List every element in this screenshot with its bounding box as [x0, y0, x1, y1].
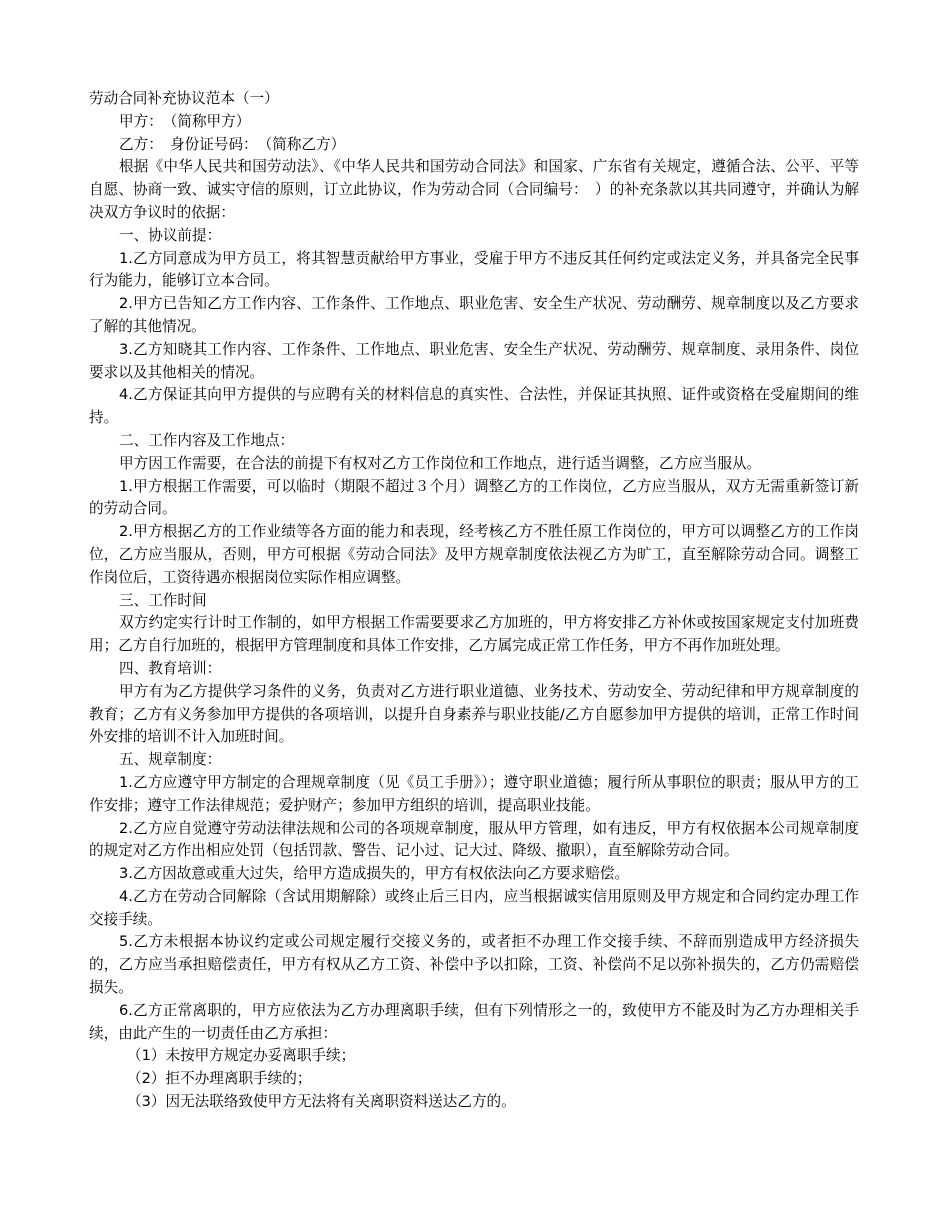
party-a-line: 甲方： （简称甲方） [119, 112, 251, 130]
clause-paragraph: 1.乙方应遵守甲方制定的合理规章制度（见《员工手册》）；遵守职业道德；履行所从事职位的职责；服从甲方的工作安排；遵守工作法律规范；爱护财产；参加甲方组织的培训，提高职业技能。 [89, 773, 859, 814]
document-body [89, 88, 859, 1114]
sub-item: （1）未按甲方规定办妥离职手续； [127, 1047, 356, 1065]
clause-paragraph: 4.乙方在劳动合同解除（含试用期解除）或终止后三日内，应当根据诚实信用原则及甲方规定和合同约定办理工作交接手续。 [89, 887, 859, 928]
sub-item: （2）拒不办理离职手续的； [127, 1070, 312, 1088]
section-body-paragraph: 双方约定实行计时工作制的，如甲方根据工作需要要求乙方加班的，甲方将安排乙方补休或按国家规定支付加班费用；乙方自行加班的，根据甲方管理制度和具体工作安排，乙方属完成正常工作任务，甲方不再作加班处理。 [89, 614, 859, 655]
preamble-paragraph: 根据《中华人民共和国劳动法》、《中华人民共和国劳动合同法》和国家、广东省有关规定，遵循合法、公平、平等自愿、协商一致、诚实守信的原则，订立此协议，作为劳动合同（合同编号： ）的补充条款以其共同遵守，并确认为解决双方争议时的依据： [89, 158, 859, 221]
party-b-line: 乙方： 身份证号码： （简称乙方） [119, 135, 346, 153]
clause-paragraph: 2.甲方根据乙方的工作业绩等各方面的能力和表现，经考核乙方不胜任原工作岗位的，甲方可以调整乙方的工作岗位，乙方应当服从，否则，甲方可根据《劳动合同法》及甲方规章制度依法视乙方为旷工，直至解除劳动合同。调整工作岗位后，工资待遇亦根据岗位实际作相应调整。 [89, 523, 859, 586]
sub-item: （3）因无法联络致使甲方无法将有关离职资料送达乙方的。 [127, 1093, 516, 1111]
document-title: 劳动合同补充协议范本（一） [89, 90, 279, 107]
clause-paragraph: 6.乙方正常离职的，甲方应依法为乙方办理离职手续，但有下列情形之一的，致使甲方不能及时为乙方办理相关手续，由此产生的一切责任由乙方承担： [89, 1001, 859, 1042]
clause-paragraph: 3.乙方知晓其工作内容、工作条件、工作地点、职业危害、安全生产状况、劳动酬劳、规章制度、录用条件、岗位要求以及其他相关的情况。 [89, 340, 859, 381]
clause-paragraph: 2.乙方应自觉遵守劳动法律法规和公司的各项规章制度，服从甲方管理，如有违反，甲方有权依据本公司规章制度的规定对乙方作出相应处罚（包括罚款、警告、记小过、记大过、降级、撤职），直至解除劳动合同。 [89, 819, 859, 860]
section-heading: 四、教育培训： [119, 659, 222, 677]
section-heading: 五、规章制度： [119, 751, 222, 769]
clause-paragraph: 4.乙方保证其向甲方提供的与应聘有关的材料信息的真实性、合法性，并保证其执照、证件或资格在受雇期间的维持。 [89, 386, 859, 427]
section-heading: 二、工作内容及工作地点： [119, 431, 295, 449]
section-heading: 一、协议前提： [119, 226, 222, 244]
section-intro-paragraph: 甲方因工作需要，在合法的前提下有权对乙方工作岗位和工作地点，进行适当调整，乙方应当服从。 [119, 454, 762, 472]
section-body-paragraph: 甲方有为乙方提供学习条件的义务，负责对乙方进行职业道德、业务技术、劳动安全、劳动纪律和甲方规章制度的教育；乙方有义务参加甲方提供的各项培训，以提升自身素养与职业技能/乙方自愿参加甲方提供的培训，正常工作时间外安排的培训不计入加班时间。 [89, 682, 859, 746]
clause-paragraph: 1.乙方同意成为甲方员工，将其智慧贡献给甲方事业，受雇于甲方不违反其任何约定或法定义务，并具备完全民事行为能力，能够订立本合同。 [89, 249, 859, 290]
clause-paragraph: 2.甲方已告知乙方工作内容、工作条件、工作地点、职业危害、安全生产状况、劳动酬劳、规章制度以及乙方要求了解的其他情况。 [89, 295, 859, 335]
clause-paragraph: 1.甲方根据工作需要，可以临时（期限不超过３个月）调整乙方的工作岗位，乙方应当服从，双方无需重新签订新的劳动合同。 [89, 477, 859, 518]
section-heading: 三、工作时间 [119, 591, 207, 609]
clause-paragraph: 3.乙方因故意或重大过失，给甲方造成损失的，甲方有权依法向乙方要求赔偿。 [119, 865, 630, 883]
clause-paragraph: 5.乙方未根据本协议约定或公司规定履行交接义务的，或者拒不办理工作交接手续、不辞而别造成甲方经济损失的，乙方应当承担赔偿责任，甲方有权从乙方工资、补偿中予以扣除，工资、补偿尚不足以弥补损失的，乙方仍需赔偿损失。 [89, 933, 859, 997]
